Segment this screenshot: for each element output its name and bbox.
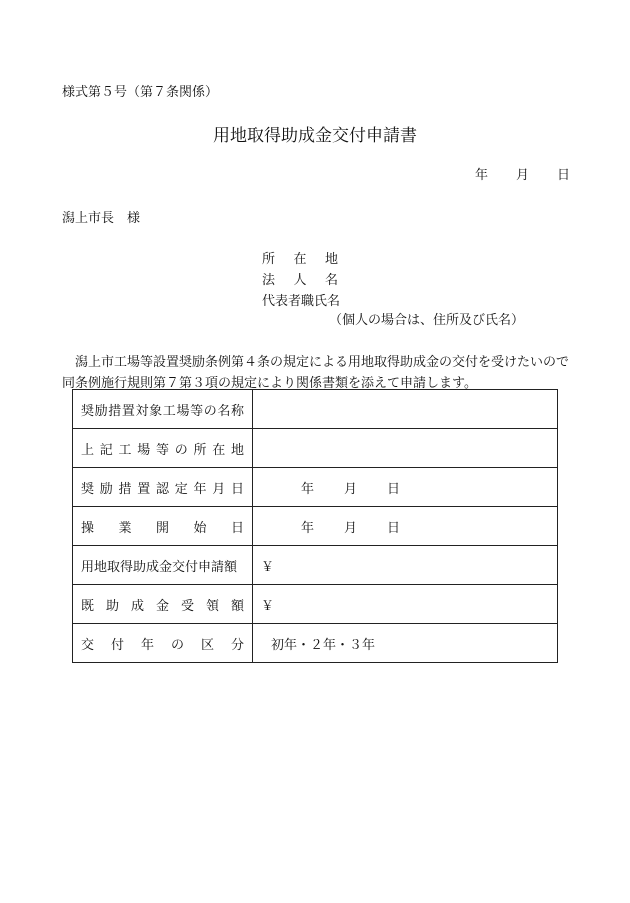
certification-date-field[interactable] <box>253 468 558 507</box>
row-label: 交付年の区分 <box>73 624 253 663</box>
date-year-label: 年 <box>474 168 488 183</box>
location-label-text: 所在地 <box>262 252 338 267</box>
individual-note: （個人の場合は、住所及び氏名） <box>328 313 524 328</box>
operation-start-date-field[interactable] <box>253 507 558 546</box>
factory-name-field[interactable] <box>253 390 558 429</box>
addressee: 潟上市長 様 <box>62 211 141 226</box>
row-label: 上記工場等の所在地 <box>73 429 253 468</box>
corporation-label-text: 法人名 <box>262 273 338 288</box>
row-label: 操業開始日 <box>73 507 253 546</box>
document-title: 用地取得助成金交付申請書 <box>213 126 417 146</box>
table-row <box>73 546 558 585</box>
row-label: 既助成金受領額 <box>73 585 253 624</box>
date-month-label: 月 <box>515 168 529 183</box>
year-label: 年 <box>301 520 315 536</box>
table-row <box>73 585 558 624</box>
table-row <box>73 390 558 429</box>
application-table <box>72 389 558 663</box>
form-number: 様式第５号（第７条関係） <box>62 85 219 100</box>
year-label: 年 <box>301 481 315 497</box>
table-row <box>73 429 558 468</box>
month-label: 月 <box>344 520 358 536</box>
table-row <box>73 624 558 663</box>
applicant-location-label <box>262 248 338 267</box>
date-day-label: 日 <box>556 168 570 183</box>
row-label: 用地取得助成金交付申請額 <box>73 546 253 585</box>
application-amount-field[interactable]: ￥ <box>253 546 558 585</box>
month-label: 月 <box>344 481 358 497</box>
representative-label-text: 代表者職氏名 <box>262 294 341 309</box>
application-date <box>475 164 570 183</box>
table-row <box>73 507 558 546</box>
table-row <box>73 468 558 507</box>
body-text: 潟上市工場等設置奨励条例第４条の規定による用地取得助成金の交付を受けたいので同条例施行規則第７第３項の規定により関係書類を添えて申請します。 <box>62 355 570 391</box>
row-label: 奨励措置対象工場等の名称 <box>73 390 253 429</box>
grant-year-category-field[interactable] <box>253 624 558 663</box>
row-label: 奨励措置認定年月日 <box>73 468 253 507</box>
grant-year-options: 初年・２年・３年 <box>271 637 376 653</box>
day-label: 日 <box>387 520 401 536</box>
received-amount-field[interactable]: ￥ <box>253 585 558 624</box>
applicant-corporation-label <box>262 269 338 288</box>
applicant-representative-label <box>262 290 341 309</box>
factory-location-field[interactable] <box>253 429 558 468</box>
day-label: 日 <box>387 481 401 497</box>
